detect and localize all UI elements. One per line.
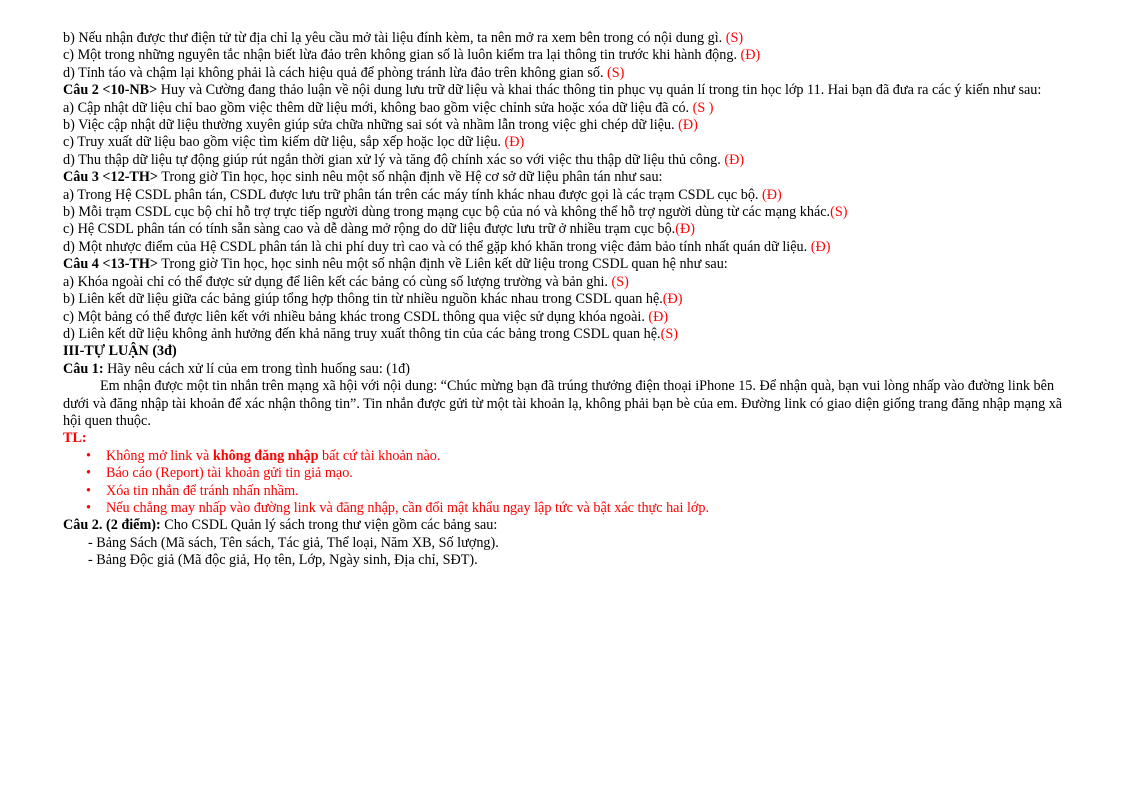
answer-mark: (Đ) (504, 134, 525, 151)
list-item: • Không mở link và không đăng nhập bất cứ tài khoản nào. (93, 448, 1082, 465)
q2-stem: Câu 2 <10-NB> Huy và Cường đang thảo luận về nội dung lưu trữ dữ liệu và khai thác thông tin phục vụ quản lí trong tin học lớp 11. Hai bạn đã đưa ra các ý kiến như sau: (63, 82, 1042, 99)
answer-mark: (S) (725, 30, 744, 46)
q4-stem: Câu 4 <13-TH> Trong giờ Tin học, học sinh nêu một số nhận định về Liên kết dữ liệu trong CSDL quan hệ như sau: (63, 256, 728, 273)
q2-option-c: c) Truy xuất dữ liệu bao gồm việc tìm kiếm dữ liệu, sắp xếp hoặc lọc dữ liệu. (Đ) (63, 134, 525, 151)
answer-mark: (Đ) (740, 47, 761, 64)
question-label: Câu 1: (63, 360, 104, 377)
q4-option-d: d) Liên kết dữ liệu không ảnh hưởng đến khả năng truy xuất thông tin của các bảng trong CSDL quan hệ.(S) (63, 325, 678, 342)
answer-mark: (S) (830, 204, 848, 221)
essay-q1-stem: Câu 1: Hãy nêu cách xử lí của em trong tình huống sau: (1đ) (63, 360, 410, 377)
list-item: • Nếu chẳng may nhấp vào đường link và đăng nhập, cần đổi mật khẩu ngay lập tức và bật xác thực hai lớp. (93, 500, 1082, 517)
answer-label: TL: (63, 430, 87, 447)
answer-mark: (Đ) (675, 221, 695, 238)
answer-mark: (S) (611, 273, 629, 290)
q3-option-c: c) Hệ CSDL phân tán có tính sẵn sàng cao và dễ dàng mở rộng do dữ liệu được lưu trữ ở nhiều trạm cục bộ.(Đ) (63, 221, 695, 238)
answer-mark: (Đ) (762, 186, 782, 203)
q3-stem: Câu 3 <12-TH> Trong giờ Tin học, học sinh nêu một số nhận định về Hệ cơ sở dữ liệu phân tán như sau: (63, 169, 663, 186)
q4-option-c: c) Một bảng có thể được liên kết với nhiều bảng khác trong CSDL thông qua việc sử dụng khóa ngoài. (Đ) (63, 308, 669, 325)
essay-q1-scenario: Em nhận được một tin nhắn trên mạng xã hội với nội dung: “Chúc mừng bạn đã trúng thưởng điện thoại iPhone 15. Để nhận quà, bạn vui lòng nhấp vào đường link bên dưới và đăng nhập tài khoản để xác nhận thông tin”. Tin nhắn được gửi từ một tài khoản lạ, không phải bạn bè của em. Đường link có giao diện giống trang đăng nhập mạng xã hội quen thuộc. (63, 378, 1063, 429)
answer-mark: (Đ) (648, 308, 669, 325)
q3-option-a: a) Trong Hệ CSDL phân tán, CSDL được lưu trữ phân tán trên các máy tính khác nhau được gọi là các trạm CSDL cục bộ. (Đ) (63, 186, 782, 203)
answer-mark: (Đ) (678, 117, 698, 134)
question-label: Câu 2 <10-NB> (63, 82, 158, 99)
list-item: • Xóa tin nhắn để tránh nhấn nhầm. (93, 483, 1082, 500)
q3-option-d: d) Một nhược điểm của Hệ CSDL phân tán là chi phí duy trì cao và có thể gặp khó khăn trong việc đảm bảo tính nhất quán dữ liệu. (Đ) (63, 238, 831, 255)
answer-list (63, 448, 1082, 518)
answer-mark: (S ) (692, 99, 714, 116)
answer-mark: (Đ) (810, 238, 831, 255)
q1-option-c: c) Một trong những nguyên tắc nhận biết lừa đảo trên không gian số là luôn kiểm tra lại thông tin trước khi hành động. (Đ) (63, 47, 761, 64)
question-label: Câu 3 <12-TH> (63, 169, 158, 186)
question-label: Câu 4 <13-TH> (63, 256, 158, 273)
q4-option-b: b) Liên kết dữ liệu giữa các bảng giúp tổng hợp thông tin từ nhiều nguồn khác nhau trong CSDL quan hệ.(Đ) (63, 291, 683, 308)
table-definition-sach: - Bảng Sách (Mã sách, Tên sách, Tác giả, Thể loại, Năm XB, Số lượng). (88, 534, 499, 551)
question-label: Câu 2. (2 điểm): (63, 517, 161, 534)
answer-mark: (Đ) (662, 291, 683, 308)
q2-option-a: a) Cập nhật dữ liệu chỉ bao gồm việc thêm dữ liệu mới, không bao gồm việc chỉnh sửa hoặc xóa dữ liệu đã có. (S ) (63, 99, 714, 116)
answer-mark: (S) (660, 325, 678, 342)
section-heading: III-TỰ LUẬN (3đ) (63, 343, 177, 360)
q2-option-b: b) Việc cập nhật dữ liệu thường xuyên giúp sửa chữa những sai sót và nhầm lẫn trong việc ghi chép dữ liệu. (Đ) (63, 117, 698, 134)
q1-option-d: d) Tỉnh táo và chậm lại không phải là cách hiệu quả để phòng tránh lừa đảo trên không gian số. (S) (63, 64, 625, 81)
essay-q2-stem: Câu 2. (2 điểm): Cho CSDL Quản lý sách trong thư viện gồm các bảng sau: (63, 517, 498, 534)
q4-option-a: a) Khóa ngoài chỉ có thể được sử dụng để liên kết các bảng có cùng số lượng trường và bản ghi. (S) (63, 273, 629, 290)
q3-option-b: b) Mỗi trạm CSDL cục bộ chỉ hỗ trợ trực tiếp người dùng trong mạng cục bộ của nó và không thể hỗ trợ người dùng từ các mạng khác.(S) (63, 204, 848, 221)
table-definition-docgia: - Bảng Độc giả (Mã độc giả, Họ tên, Lớp, Ngày sinh, Địa chỉ, SĐT). (88, 552, 478, 569)
answer-mark: (Đ) (724, 151, 745, 168)
answer-mark: (S) (607, 64, 625, 81)
q2-option-d: d) Thu thập dữ liệu tự động giúp rút ngắn thời gian xử lý và tăng độ chính xác so với việc thu thập dữ liệu thủ công. (Đ) (63, 151, 745, 168)
q1-option-b: b) Nếu nhận được thư điện tử từ địa chỉ lạ yêu cầu mở tài liệu đính kèm, ta nên mở ra xem bên trong có nội dung gì. (S) (63, 30, 744, 46)
list-item: • Báo cáo (Report) tài khoản gửi tin giả mạo. (93, 465, 1082, 482)
